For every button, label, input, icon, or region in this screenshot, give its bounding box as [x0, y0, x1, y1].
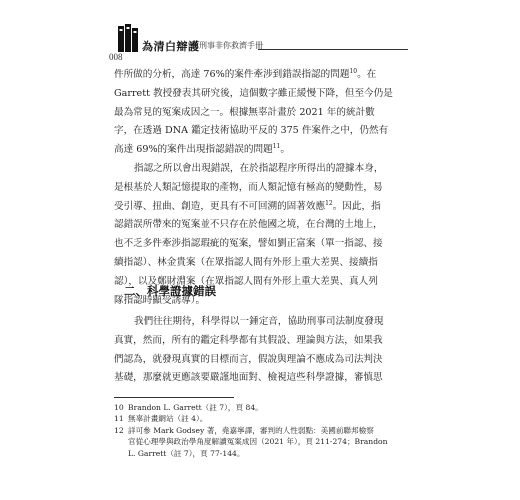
book-title: 為清白辯護: [142, 40, 200, 53]
footnote-text: L. Garrett（註 7），頁 77-144。: [128, 448, 245, 458]
footnotes: [114, 402, 419, 459]
footnote-number: 11: [114, 414, 124, 424]
paragraph-scientific-evidence: [114, 313, 414, 388]
text-line: 是根基於人類記憶提取的產物，而人類記憶有極高的變動性，易: [114, 181, 383, 193]
page-number: 008: [109, 52, 123, 62]
footnote: [114, 402, 419, 413]
text-line: 我們往往期待，科學得以一錘定音，協助刑事司法制度發現: [134, 316, 384, 327]
paragraph-continuation: [114, 66, 414, 160]
text-line: 續指認）、林金貴案（在眾指認人間有外形上重大差異、接續指: [114, 256, 378, 268]
footnote: [114, 425, 419, 459]
book-subtitle: 刑事非你救濟手冊: [199, 41, 263, 50]
section-heading: 二、科學證據錯誤: [124, 284, 216, 298]
text-line: 最為常見的冤案成因之一。根據無辜計畫於 2021 年的統計數: [114, 106, 375, 118]
text-line: 高達 69%的案件出現指認錯誤的問題$^{11}$。: [114, 143, 290, 156]
text-line: 件所做的分析，高達 76%的案件牽涉到錯誤指認的問題$^{10}$。在: [114, 67, 377, 80]
book-logo-icon: [117, 23, 139, 53]
text-line: 隊指認時顯受誘導）。: [114, 294, 206, 306]
text-line: 字，在透過 DNA 鑑定技術協助平反的 375 件案件之中，仍然有: [114, 125, 389, 137]
text-line: 認），以及鄭財淵案（在眾指認人間有外形上重大差異、真人列: [114, 275, 378, 287]
footnote-text: 官從心理學與政治學角度解讀冤案成因（2021 年），頁 211-274；Brandon: [128, 437, 388, 447]
footnote-text: 無辜計畫網站（註 4）。: [128, 414, 208, 424]
footnote-number: 12: [114, 425, 124, 435]
text-line: 真實，然而，所有的鑑定科學都有其假設、理論與方法，如果我: [114, 334, 383, 346]
text-line: 們認為，就發現真實的目標而言，假說與理論不應成為司法判決: [114, 353, 383, 365]
text-line: 認錯誤所帶來的冤案並不只存在於他國之境，在台灣的土地上，: [114, 219, 383, 231]
footnote-divider: [114, 397, 234, 398]
footnote-text: 詳可參 Mark Godsey 著，堯嘉寧譯，審判的人性弱點：美國前聯邦檢察: [128, 425, 374, 435]
text-line: 指認之所以會出現錯誤，在於指認程序所得出的證據本身，: [134, 163, 384, 174]
text-line: Garrett 教授發表其研究後，這個數字雖正緩慢下降，但至今仍是: [114, 87, 393, 99]
footnote-number: 10: [114, 403, 124, 412]
footnote: [114, 413, 419, 424]
header-divider: [258, 49, 408, 50]
text-line: 基礎，那麼就更應該要嚴謹地面對、檢視這些科學證據，審慎思: [114, 372, 383, 384]
text-line: 也不乏多件牽涉指認瑕疵的冤案，譬如劉正富案（單一指認、接: [114, 238, 383, 250]
footnote-text: Brandon L. Garrett（註 7），頁 84。: [128, 403, 263, 412]
text-line: 受引導、扭曲、創造，更具有不可回溯的固著效應$^{12}$。因此，指: [114, 199, 381, 212]
